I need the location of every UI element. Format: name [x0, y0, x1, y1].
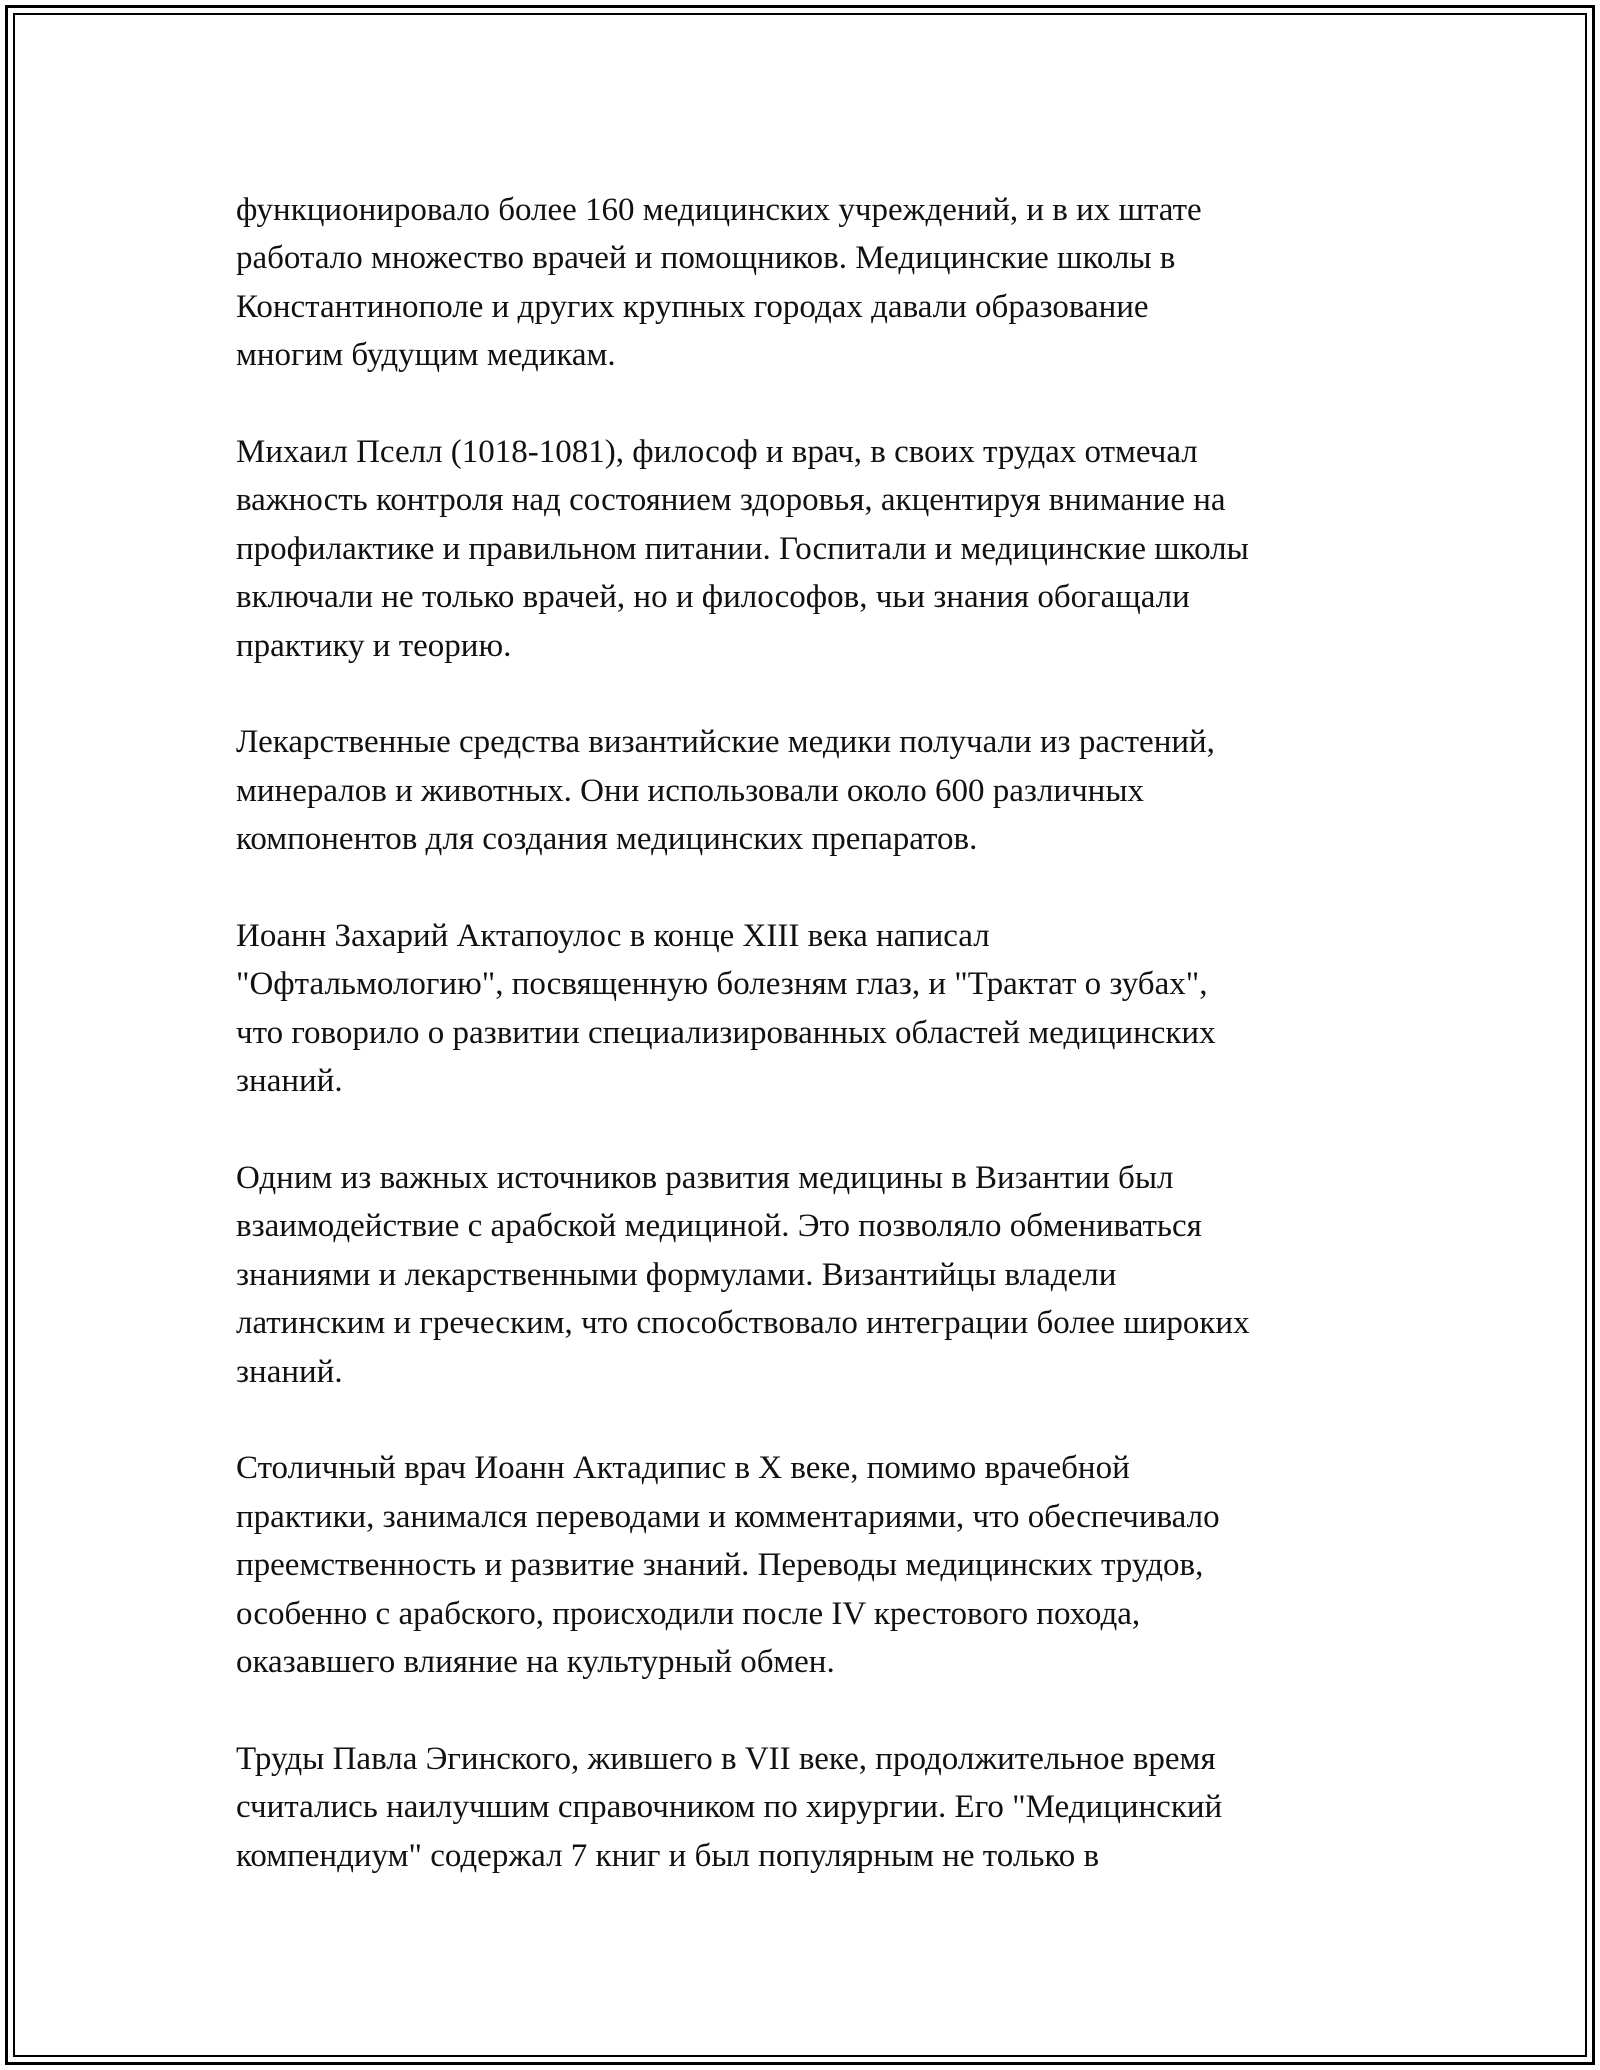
paragraph-2: Михаил Пселл (1018-1081), философ и врач, в своих трудах отмечал важность контроля над состоянием здоровья, акцентируя внимание на профилактике и правильном питании. Госпитали и медицинские школы включали не только врачей, но и философов, чьи знания обогащали практику и теорию.: [236, 434, 1249, 664]
paragraph-6: Столичный врач Иоанн Актадипис в X веке, помимо врачебной практики, занимался переводами и комментариями, что обеспечивало преемственность и развитие знаний. Переводы медицинских трудов, особенно с арабского, происходили после IV крестового похода, оказавшего влияние на культурный обмен.: [236, 1450, 1220, 1681]
paragraph-7: Труды Павла Эгинского, жившего в VII веке, продолжительное время считались наилучшим справочником по хирургии. Его "Медицинский компендиум" содержал 7 книг и был популярным не только в: [236, 1740, 1223, 1874]
paragraph-5: Одним из важных источников развития медицины в Византии был взаимодействие с арабской медициной. Это позволяло обмениваться знаниями и лекарственными формулами. Византийцы владели латинским и греческим, что способствовало интеграции более широких знаний.: [236, 1160, 1250, 1390]
paragraph-3: Лекарственные средства византийские медики получали из растений, минералов и животных. Они использовали около 600 различных компонентов для создания медицинских препаратов.: [236, 724, 1215, 858]
document-body: [236, 186, 1396, 1929]
paragraph-1: функционировало более 160 медицинских учреждений, и в их штате работало множество врачей и помощников. Медицинские школы в Константинополе и других крупных городах давали образование многим будущим медикам.: [236, 192, 1202, 374]
paragraph-4: Иоанн Захарий Актапоулос в конце XIII века написал "Офтальмологию", посвященную болезням глаз, и "Трактат о зубах", что говорило о развитии специализированных областей медицинских знаний.: [236, 918, 1216, 1100]
